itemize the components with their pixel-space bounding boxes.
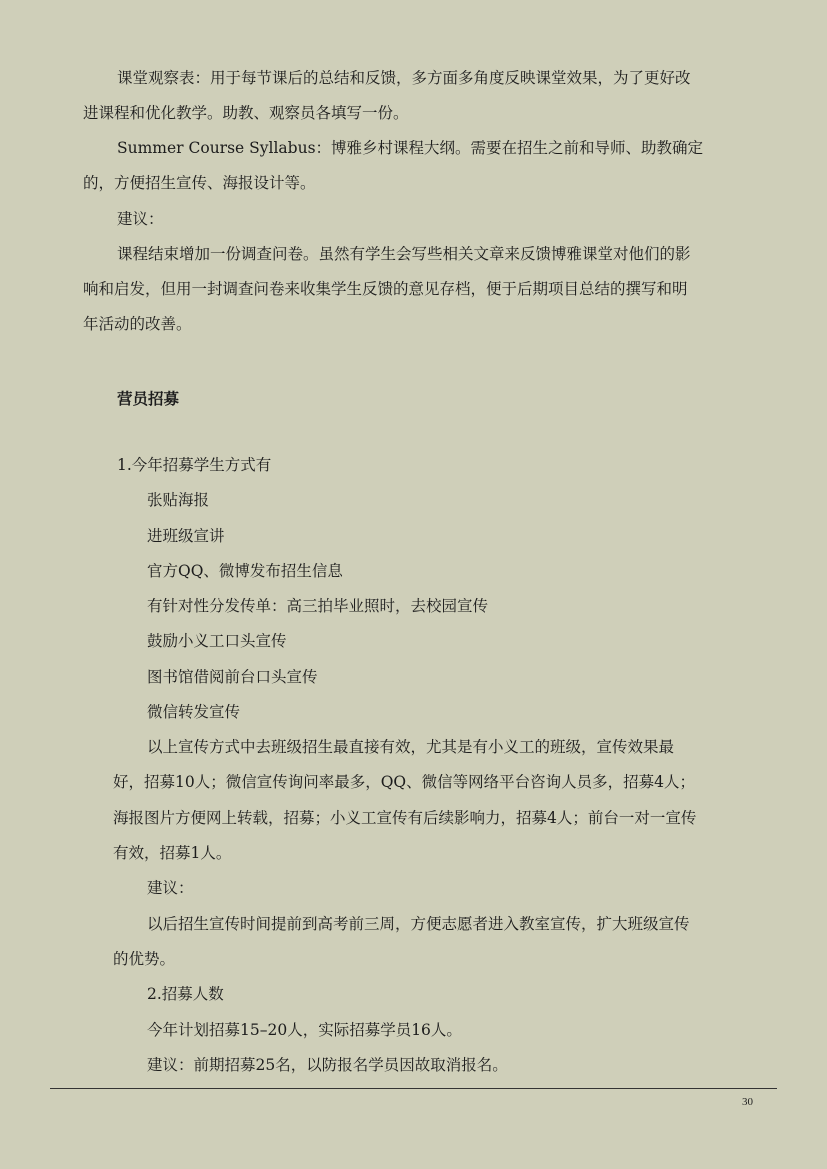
- suggestion-label-2: 建议：: [147, 879, 194, 897]
- method-item: 图书馆借阅前台口头宣传: [147, 668, 318, 686]
- recruit-suggestion-line-1: 以后招生宣传时间提前到高考前三周，方便志愿者进入教室宣传，扩大班级宣传: [147, 915, 690, 933]
- footer-divider: [50, 1088, 777, 1089]
- method-item: 鼓励小义工口头宣传: [147, 632, 287, 650]
- method-item: 有针对性分发传单：高三拍毕业照时，去校园宣传: [147, 597, 489, 615]
- suggestion-line-2: 响和启发，但用一封调查问卷来收集学生反馈的意见存档，便于后期项目总结的撰写和明: [83, 280, 688, 298]
- page-number: 30: [742, 1096, 753, 1108]
- suggestion-line-1: 课程结束增加一份调查问卷。虽然有学生会写些相关文章来反馈博雅课堂对他们的影: [117, 245, 691, 263]
- method-item: 进班级宣讲: [147, 527, 225, 545]
- item-1-title: 1.今年招募学生方式有: [117, 456, 272, 474]
- suggestion-line-3: 年活动的改善。: [83, 315, 192, 333]
- method-item: 微信转发宣传: [147, 703, 241, 721]
- section-heading: 营员招募: [117, 390, 180, 408]
- analysis-line-1: 以上宣传方式中去班级招生最直接有效，尤其是有小义工的班级，宣传效果最: [147, 738, 675, 756]
- method-item: 官方QQ、微博发布招生信息: [147, 562, 343, 580]
- analysis-line-4: 有效，招募1人。: [113, 844, 232, 862]
- observation-line-2: 进课程和优化教学。助教、观察员各填写一份。: [83, 104, 409, 122]
- observation-line-1: 课堂观察表：用于每节课后的总结和反馈，多方面多角度反映课堂效果，为了更好改: [117, 69, 691, 87]
- syllabus-line-2: 的，方便招生宣传、海报设计等。: [83, 174, 316, 192]
- item-2-title: 2.招募人数: [147, 985, 224, 1003]
- method-item: 张贴海报: [147, 491, 210, 509]
- recruit-suggestion-line-2: 的优势。: [113, 950, 176, 968]
- analysis-line-3: 海报图片方便网上转载，招募；小义工宣传有后续影响力，招募4人；前台一对一宣传: [113, 809, 697, 827]
- suggestion-label-1: 建议：: [117, 210, 164, 228]
- analysis-line-2: 好，招募10人；微信宣传询问率最多，QQ、微信等网络平台咨询人员多，招募4人；: [113, 773, 696, 791]
- syllabus-line-1: Summer Course Syllabus：博雅乡村课程大纲。需要在招生之前和导师、助教确定: [117, 139, 704, 157]
- recruit-count-suggestion: 建议：前期招募25名，以防报名学员因故取消报名。: [147, 1056, 508, 1074]
- recruit-count: 今年计划招募15–20人，实际招募学员16人。: [147, 1021, 462, 1039]
